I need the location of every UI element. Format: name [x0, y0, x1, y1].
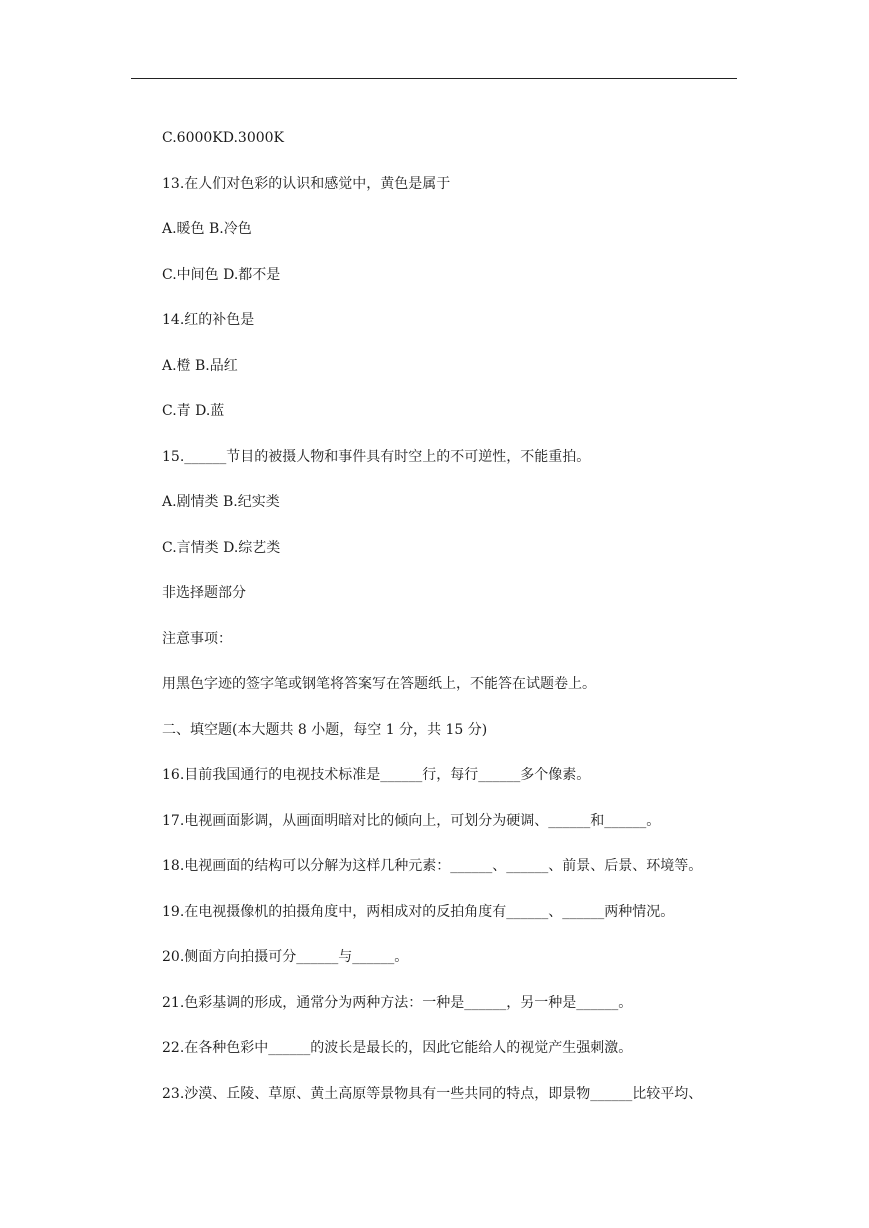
section-heading-fill-in: 二、填空题(本大题共 8 小题，每空 1 分，共 15 分): [162, 721, 488, 738]
question-14: 14.红的补色是: [162, 312, 255, 328]
answer-options-q12-cd: C.6000KD.3000K: [162, 130, 285, 146]
answer-options-q13-ab: A.暖色 B.冷色: [162, 221, 252, 237]
question-19: 19.在电视摄像机的拍摄角度中，两相成对的反拍角度有______、______两种情况。: [162, 903, 675, 920]
document-body: [162, 128, 762, 1129]
notice-heading: 注意事项：: [162, 630, 232, 647]
question-13: 13.在人们对色彩的认识和感觉中，黄色是属于: [162, 175, 451, 192]
question-23: 23.沙漠、丘陵、草原、黄土高原等景物具有一些共同的特点，即景物______比较平均、: [162, 1085, 703, 1102]
answer-options-q14-ab: A.橙 B.品红: [162, 357, 238, 374]
question-16: 16.目前我国通行的电视技术标准是______行，每行______多个像素。: [162, 767, 591, 783]
question-15: 15.______节目的被摄人物和事件具有时空上的不可逆性，不能重拍。: [162, 448, 591, 465]
notice-text: 用黑色字迹的签字笔或钢笔将答案写在答题纸上，不能答在试题卷上。: [162, 676, 596, 692]
question-17: 17.电视画面影调，从画面明暗对比的倾向上，可划分为硬调、______和______。: [162, 812, 661, 829]
answer-options-q15-cd: C.言情类 D.综艺类: [162, 539, 281, 556]
question-21: 21.色彩基调的形成，通常分为两种方法：一种是______，另一种是______。: [162, 994, 633, 1011]
header-rule: [131, 78, 737, 79]
section-heading-non-choice: 非选择题部分: [162, 585, 246, 601]
question-20: 20.侧面方向拍摄可分______与______。: [162, 949, 409, 965]
answer-options-q14-cd: C.青 D.蓝: [162, 403, 225, 419]
answer-options-q13-cd: C.中间色 D.都不是: [162, 266, 281, 283]
question-18: 18.电视画面的结构可以分解为这样几种元素：______、______、前景、后景、环境等。: [162, 858, 703, 874]
answer-options-q15-ab: A.剧情类 B.纪实类: [162, 494, 280, 510]
question-22: 22.在各种色彩中______的波长是最长的，因此它能给人的视觉产生强刺激。: [162, 1040, 633, 1056]
